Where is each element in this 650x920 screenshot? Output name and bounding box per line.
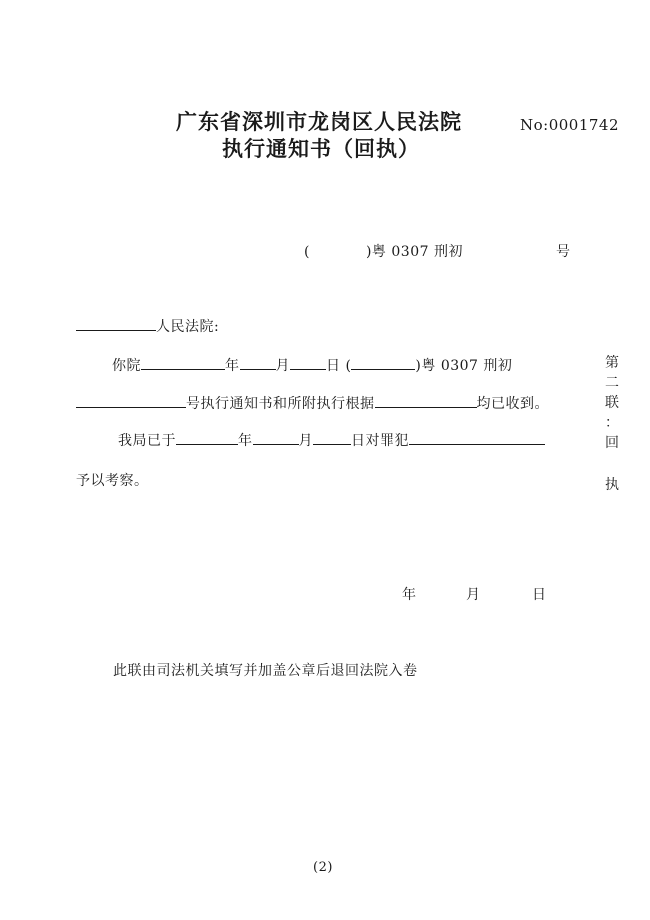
addressee-line [76,316,219,336]
side-char: 回 [605,435,619,451]
date-month-label: 月 [466,587,481,603]
page-number: (2) [313,860,333,875]
date-day-label: 日 [532,587,547,603]
line1-day-label: 日 ( [326,358,352,374]
case-number-suffix: 号 [556,244,571,260]
line1-blank-paren[interactable] [351,355,415,370]
side-char: ： [605,415,619,431]
line2-blank-basis[interactable] [375,393,477,408]
body-line-1 [112,355,512,375]
body-line-3 [118,430,545,450]
line3-blank-year[interactable] [176,430,238,445]
addressee-suffix: 人民法院: [156,319,220,335]
line2-end-text: 均已收到。 [476,396,549,412]
line1-blank-day[interactable] [290,355,326,370]
court-title: 广东省深圳市龙岗区人民法院 [176,110,462,134]
line3-year-label: 年 [238,433,253,449]
line3-day-text: 日对罪犯 [351,433,409,449]
case-number-open-paren: ( [304,244,310,260]
body-line3-prefix: 我局已于 [118,433,176,449]
line1-month-label: 月 [275,358,290,374]
line1-blank-month[interactable] [240,355,276,370]
line1-year-label: 年 [225,358,240,374]
body-line1-prefix: 你院 [112,358,141,374]
line3-blank-criminal[interactable] [409,430,545,445]
line3-blank-day[interactable] [313,430,351,445]
date-year-label: 年 [402,587,417,603]
body-line-4: 予以考察。 [76,473,149,489]
line2-mid-text: 号执行通知书和所附执行根据 [186,396,375,412]
side-char: 执 [605,477,619,493]
body-line-2 [76,393,549,413]
line1-blank-year[interactable] [141,355,225,370]
addressee-court-field[interactable] [76,316,156,331]
side-char: 第 [605,355,619,371]
document-title: 执行通知书（回执） [222,137,420,161]
footer-note: 此联由司法机关填写并加盖公章后退回法院入卷 [113,663,418,679]
line3-blank-month[interactable] [253,430,299,445]
line1-case-text: )粤 0307 刑初 [415,358,513,374]
line3-month-label: 月 [298,433,313,449]
case-number-line [304,241,463,261]
line2-blank-case-number[interactable] [76,393,186,408]
side-char: 二 [605,375,619,391]
case-number-text: )粤 0307 刑初 [365,244,463,260]
side-char [603,456,621,478]
serial-number: No:0001742 [520,116,620,134]
side-copy-label [603,356,621,498]
side-char: 联 [605,395,619,411]
